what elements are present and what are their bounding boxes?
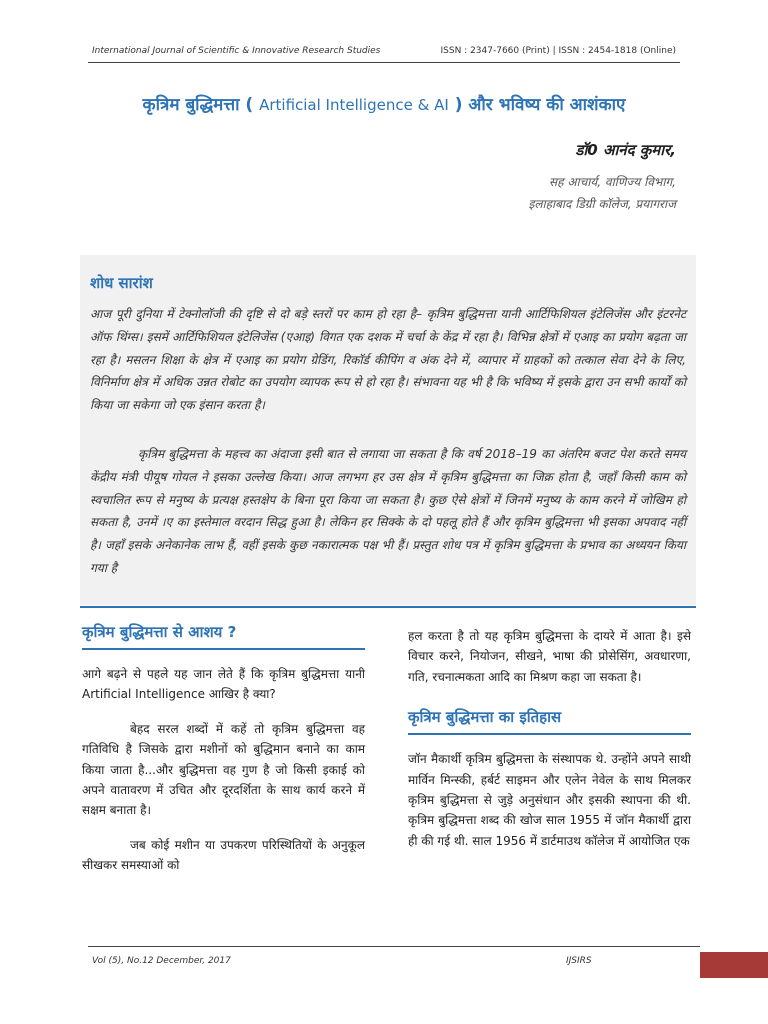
author-institution: इलाहाबाद डिग्री कॉलेज, प्रयागराज xyxy=(528,197,676,211)
left-paragraph-1: आगे बढ़ने से पहले यह जान लेते हैं कि कृत्रिम बुद्धिमत्ता यानी Artificial Intelligence आखिर है क्या? xyxy=(82,667,365,702)
journal-name: International Journal of Scientific & Innovative Research Studies xyxy=(92,46,381,56)
left-paragraph-3: जब कोई मशीन या उपकरण परिस्थितियों के अनुकूल सीखकर समस्याओं को xyxy=(82,837,365,873)
footer-journal-short: IJSIRS xyxy=(566,956,592,966)
paper-title xyxy=(90,92,678,115)
footer-accent-bar xyxy=(700,952,768,978)
left-paragraph-2: बेहद सरल शब्दों में कहें तो कृत्रिम बुद्धिमत्ता वह गतिविधि है जिसके द्वारा मशीनों को बुद्धिमान बनाने का काम किया जाता है...और बुद्धिमत्ता वह गुण है जो किसी इकाई को अपने वातावरण में उचित और दूरदर्शिता के साथ कार्य करने में सक्षम बनाता है। xyxy=(82,721,365,818)
footer-volume: Vol (5), No.12 December, 2017 xyxy=(92,956,231,966)
abstract-divider xyxy=(80,606,696,608)
author-designation: सह आचार्य, वाणिज्य विभाग, xyxy=(549,175,676,189)
header-divider xyxy=(88,62,680,63)
title-hindi-part1: कृत्रिम बुद्धिमत्ता ( xyxy=(142,95,254,115)
abstract-heading: शोध सारांश xyxy=(90,274,153,292)
right-paragraph-1: जॉन मैकार्थी कृत्रिम बुद्धिमत्ता के संस्थापक थे. उन्होंने अपने साथी मार्विन मिन्स्की, हर्बर्ट साइमन और एलेन नेवेल के साथ मिलकर कृत्रिम बुद्धिमत्ता से जुड़े अनुसंधान और इसकी स्थापना की थी. कृत्रिम बुद्धिमत्ता शब्द की खोज साल 1955 में जॉन मैकार्थी द्वारा ही की गई थी. साल 1956 में डार्टमाउथ कॉलेज में आयोजित एक xyxy=(408,752,691,848)
section-heading-meaning: कृत्रिम बुद्धिमत्ता से आशय ? xyxy=(82,622,365,650)
issn-info: ISSN : 2347-7660 (Print) | ISSN : 2454-1818 (Online) xyxy=(440,46,676,56)
abstract-box xyxy=(80,255,696,605)
section-heading-history: कृत्रिम बुद्धिमत्ता का इतिहास xyxy=(408,707,691,735)
right-column xyxy=(408,622,691,865)
right-continuation-paragraph: हल करता है तो यह कृत्रिम बुद्धिमत्ता के दायरे में आता है। इसे विचार करने, नियोजन, सीखने, भाषा की प्रोसेसिंग, अवधारणा, गति, रचनात्मकता आदि का मिश्रण कहा जा सकता है। xyxy=(408,629,691,684)
title-english-part: Artificial Intelligence & AI xyxy=(259,96,449,114)
footer-divider xyxy=(88,946,700,947)
author-name: डॉ0 आनंद कुमार, xyxy=(575,141,676,159)
left-column xyxy=(82,622,365,890)
abstract-paragraph-2: कृत्रिम बुद्धिमत्ता के महत्त्व का अंदाजा इसी बात से लगाया जा सकता है कि वर्ष 2018–19 का अंतरिम बजट पेश करते समय केंद्रीय मंत्री पीयूष गोयल ने इसका उल्लेख किया। आज लगभग हर उस क्षेत्र में कृत्रिम बुद्धिमत्ता का जिक्र होता है, जहाँ किसी काम को स्वचालित रूप से मनुष्य के प्रत्यक्ष हस्तक्षेप के बिना पूरा किया जा सकता है। कुछ ऐसे क्षेत्रों में जिनमें मनुष्य के काम करने में जोखिम हो सकता है, उनमें ।ए का इस्तेमाल वरदान सिद्ध हुआ है। लेकिन हर सिक्के के दो पहलू होते हैं और कृत्रिम बुद्धिमत्ता भी इसका अपवाद नहीं है। जहाँ इसके अनेकानेक लाभ हैं, वहीं इसके कुछ नकारात्मक पक्ष भी हैं। प्रस्तुत शोध पत्र में कृत्रिम बुद्धिमत्ता के प्रभाव का अध्ययन किया गया है xyxy=(90,447,686,575)
title-hindi-part2: ) और भविष्य की आशंकाए xyxy=(454,95,626,115)
abstract-paragraph-1: आज पूरी दुनिया में टेक्नोलॉजी की दृष्टि से दो बड़े स्तरों पर काम हो रहा है– कृत्रिम बुद्धिमत्ता यानी आर्टिफिशियल इंटेलिजेंस और इंटरनेट ऑफ थिंग्स। इसमें आर्टिफिशियल इंटेलिजेंस (एआइ) विगत एक दशक में चर्चा के केंद्र में रहा है। विभिन्न क्षेत्रों में एआइ का प्रयोग बढ़ता जा रहा है। मसलन शिक्षा के क्षेत्र में एआइ का प्रयोग ग्रेडिंग, रिकॉर्ड कीपिंग व अंक देने में, व्यापार में ग्राहकों को तत्काल सेवा देने के लिए, विनिर्माण क्षेत्र में अधिक उन्नत रोबोट का उपयोग व्यापक रूप से हो रहा है। संभावना यह भी है कि भविष्य में इसके द्वारा उन सभी कार्यों को किया जा सकेगा जो एक इंसान करता है। xyxy=(90,307,686,413)
